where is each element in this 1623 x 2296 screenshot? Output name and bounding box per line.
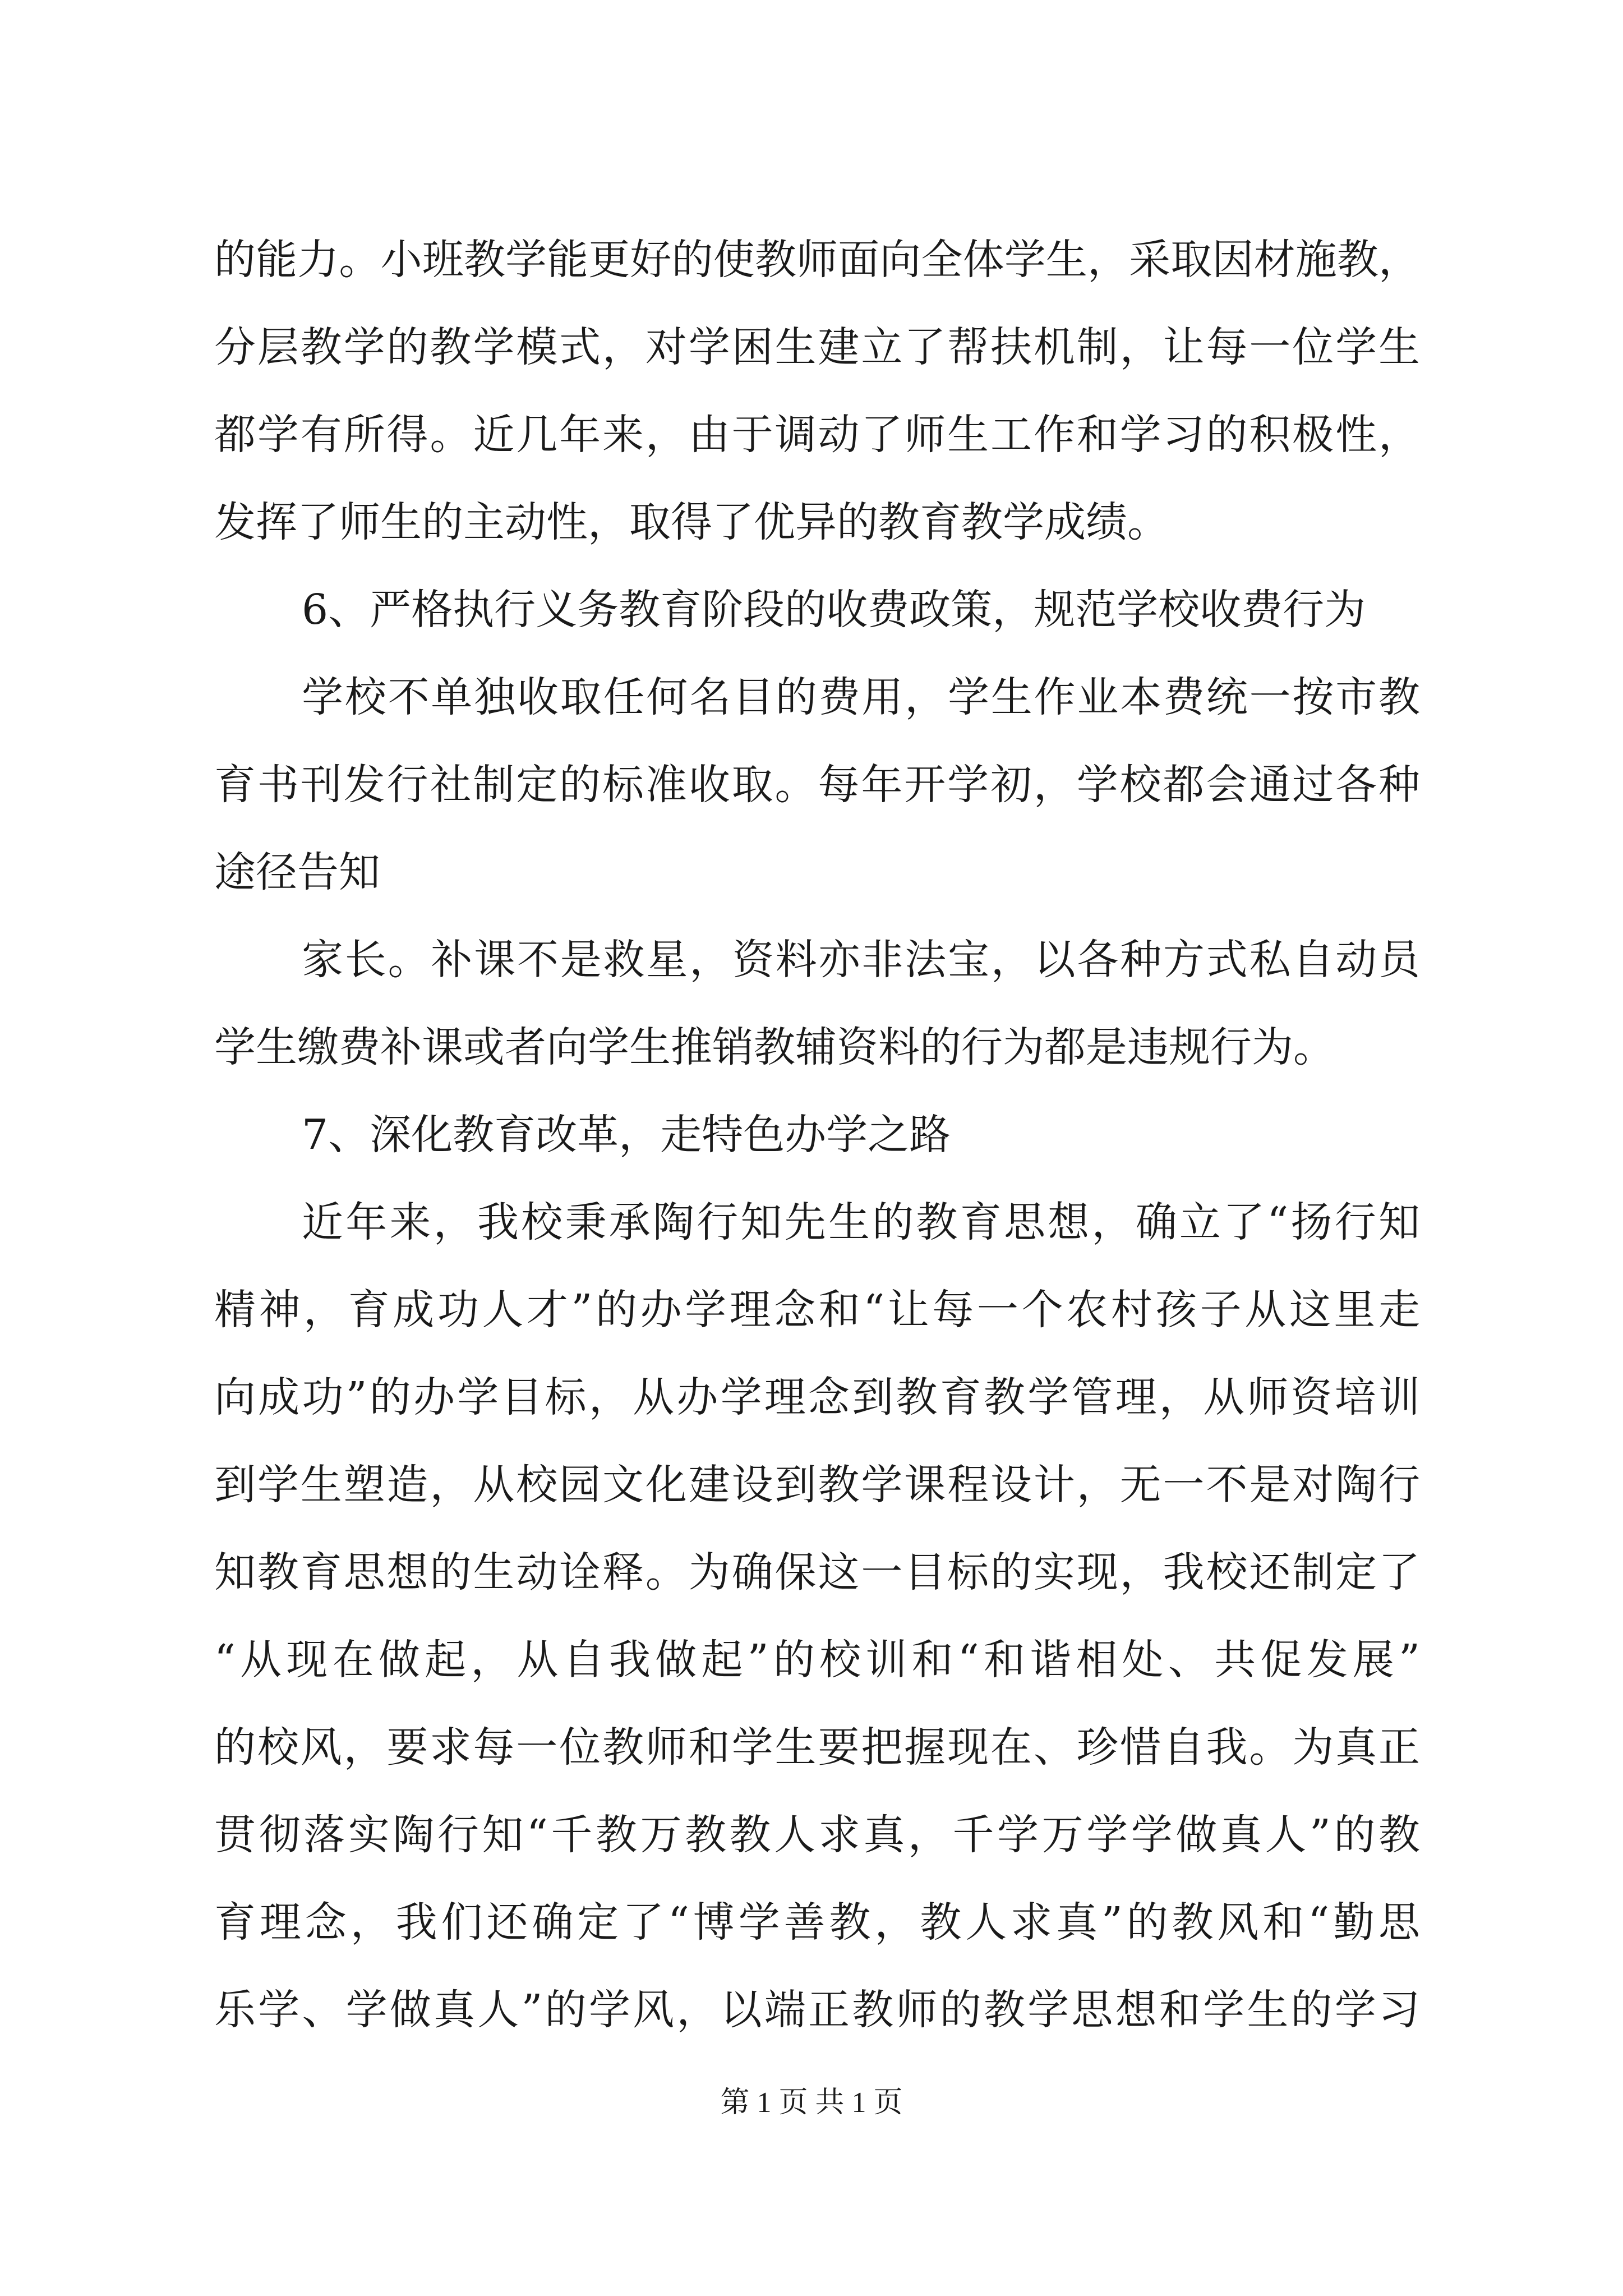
text-line: 的能力。小班教学能更好的使教师面向全体学生，采取因材施教， [214,236,1420,284]
text-line: 都学有所得。近几年来，由于调动了师生工作和学习的积极性， [214,411,1420,459]
body-text [214,216,1420,2054]
text-line: 途径告知 [214,848,380,896]
text-line: 近年来，我校秉承陶行知先生的教育思想，确立了“扬行知 [302,1198,1420,1246]
text-line: 育理念，我们还确定了“博学善教，教人求真”的教风和“勤思 [214,1898,1420,1947]
text-line: 到学生塑造，从校园文化建设到教学课程设计，无一不是对陶行 [214,1461,1420,1509]
text-line: 贯彻落实陶行知“千教万教教人求真，千学万学学做真人”的教 [214,1811,1420,1859]
text-line: 乐学、学做真人”的学风，以端正教师的教学思想和学生的学习 [214,1986,1420,2034]
section-heading: 6、严格执行义务教育阶段的收费政策，规范学校收费行为 [302,586,1366,634]
text-line: 育书刊发行社制定的标准收取。每年开学初，学校都会通过各种 [214,761,1420,809]
text-line: 学校不单独收取任何名目的费用，学生作业本费统一按市教 [302,673,1420,721]
page-number-footer: 第 1 页 共 1 页 [720,2087,903,2119]
text-line: 发挥了师生的主动性，取得了优异的教育教学成绩。 [214,498,1169,546]
text-line: 知教育思想的生动诠释。为确保这一目标的实现，我校还制定了 [214,1548,1420,1596]
text-line: 的校风，要求每一位教师和学生要把握现在、珍惜自我。为真正 [214,1723,1420,1772]
section-heading: 7、深化教育改革，走特色办学之路 [302,1111,951,1159]
text-line: “从现在做起，从自我做起”的校训和“和谐相处、共促发展” [214,1636,1420,1684]
text-line: 学生缴费补课或者向学生推销教辅资料的行为都是违规行为。 [214,1023,1335,1071]
text-line: 分层教学的教学模式，对学困生建立了帮扶机制，让每一位学生 [214,323,1420,371]
text-line: 家长。补课不是救星，资料亦非法宝，以各种方式私自动员 [302,936,1420,984]
text-line: 向成功”的办学目标，从办学理念到教育教学管理，从师资培训 [214,1373,1420,1421]
text-line: 精神，育成功人才”的办学理念和“让每一个农村孩子从这里走 [214,1286,1420,1334]
